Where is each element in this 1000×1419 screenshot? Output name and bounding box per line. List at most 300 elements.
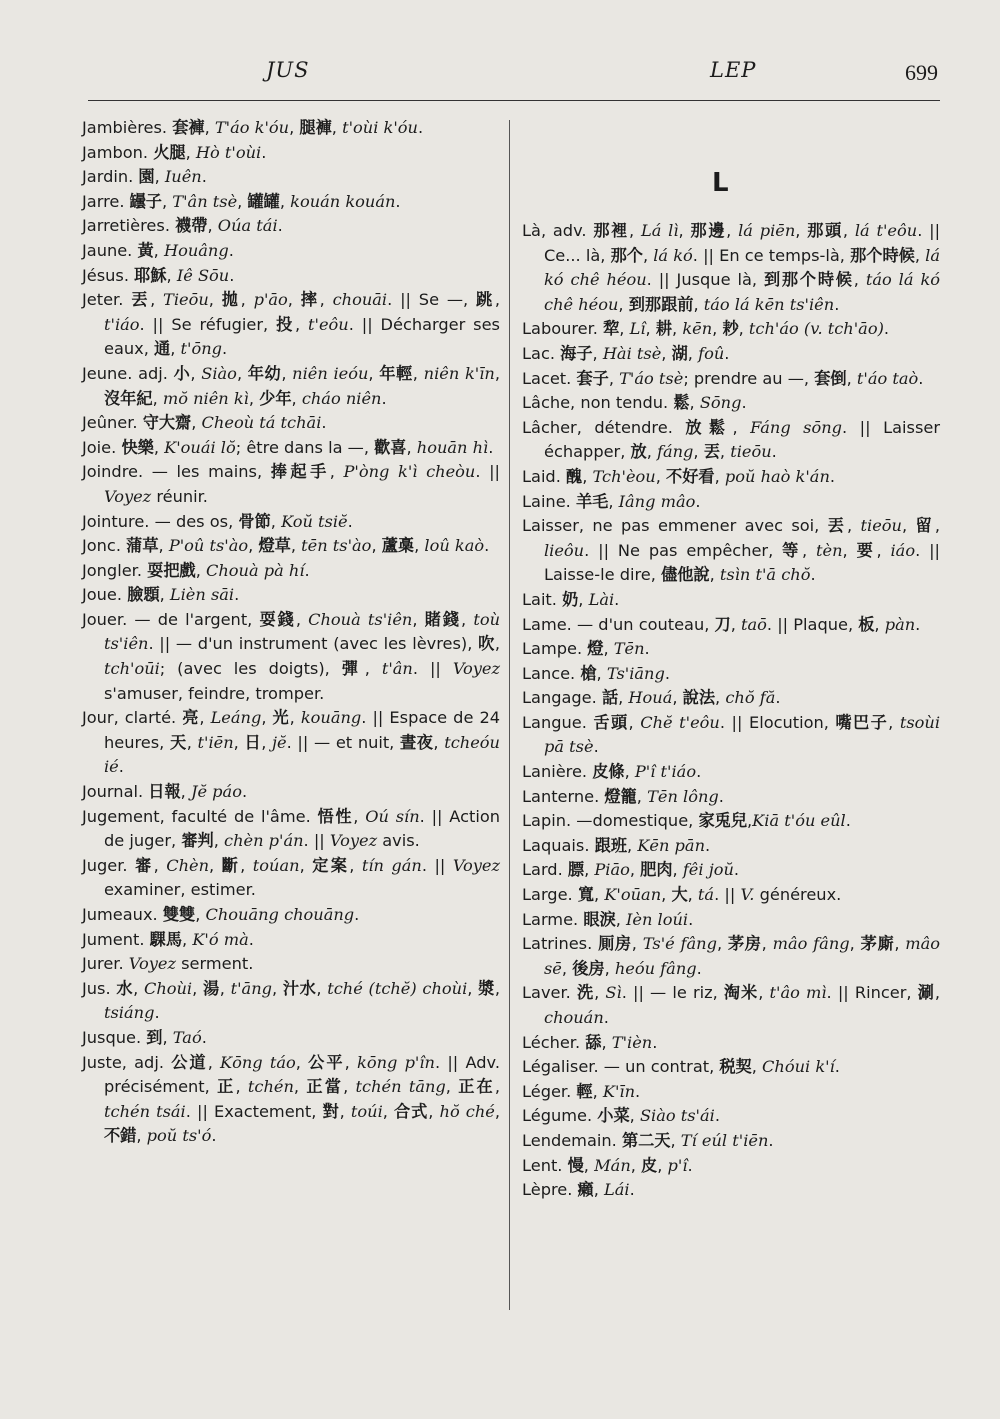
- chinese-characters: 日: [244, 732, 262, 752]
- romanization: táo lá kó chê héou: [544, 270, 940, 314]
- entry-text: s'amuser, feindre, tromper.: [104, 683, 325, 703]
- dictionary-entry: [522, 1129, 940, 1154]
- entry-text: ,: [894, 934, 906, 954]
- romanization: Kiā t'óu eûl: [752, 811, 846, 831]
- entry-headword: Laine.: [522, 491, 571, 511]
- entry-headword: Jour, clarté.: [82, 708, 177, 728]
- entry-text: ,: [294, 314, 309, 334]
- entry-text: .: [733, 860, 740, 880]
- entry-text: ,: [687, 885, 698, 905]
- romanization: Iuên: [164, 167, 202, 187]
- entry-text: .: [261, 142, 267, 162]
- entry-text: ,: [316, 978, 328, 998]
- romanization: tchén tāng: [355, 1077, 446, 1097]
- entry-text: ,: [615, 909, 627, 929]
- entry-text: ,: [207, 1052, 221, 1072]
- entry-text: .: [321, 413, 327, 433]
- entry-text: . || Ce... là,: [544, 221, 941, 265]
- romanization: kouāng: [300, 708, 362, 728]
- romanization: foû: [698, 343, 725, 363]
- entry-text: .: [775, 688, 781, 708]
- chinese-characters: 儘他說: [661, 565, 710, 585]
- chinese-characters: 癩: [577, 1180, 594, 1200]
- entry-text: .: [603, 1008, 609, 1027]
- chinese-characters: 正當: [306, 1077, 344, 1097]
- chinese-characters: 黃: [137, 240, 154, 260]
- romanization: jĕ: [272, 732, 287, 752]
- entry-text: ,: [689, 393, 700, 413]
- entry-text: ,: [289, 118, 300, 137]
- entry-headword: Lanterne.: [522, 786, 600, 806]
- entry-text: ,: [204, 118, 215, 137]
- chinese-characters: 對: [322, 1101, 340, 1121]
- entry-text: . || — et nuit,: [286, 732, 400, 752]
- entry-text: .: [696, 762, 702, 782]
- entry-text: .: [652, 1032, 658, 1052]
- entry-text: ,: [596, 663, 607, 683]
- chinese-characters: 眼淚: [583, 909, 616, 929]
- entry-text: ,: [670, 1130, 681, 1150]
- entry-headword: Lâche, non tendu.: [522, 393, 669, 413]
- entry-text: ,: [190, 363, 202, 383]
- dictionary-entry: [82, 362, 500, 411]
- chinese-characters: 雙雙: [162, 905, 196, 924]
- entry-text: ,: [726, 221, 739, 240]
- page-header: [88, 58, 940, 94]
- chinese-characters: 淘米: [723, 983, 759, 1003]
- romanization: lieôu: [544, 540, 585, 560]
- romanization: t'iáo: [104, 314, 140, 334]
- entry-text: . || Laisser échapper,: [544, 417, 941, 462]
- entry-text: ,: [158, 536, 169, 556]
- entry-text: ,: [182, 929, 193, 949]
- entry-text: .: [644, 639, 650, 659]
- entry-text: .: [635, 1081, 641, 1101]
- romanization: Ts'é fâng: [642, 934, 717, 954]
- romanization: niên ieóu: [292, 363, 369, 383]
- chinese-characters: 到那跟前: [628, 294, 694, 314]
- entry-text: ,: [461, 609, 474, 629]
- entry-headword: Jongler.: [82, 560, 142, 580]
- entry-text: — les mains,: [151, 462, 271, 482]
- chinese-characters: 槍: [580, 663, 597, 683]
- entry-text: ,: [842, 540, 857, 560]
- entry-text: .: [229, 265, 235, 285]
- entry-text: ,: [272, 978, 283, 998]
- entry-text: ,: [687, 343, 699, 363]
- entry-headword: Jugement, faculté de l'âme.: [82, 806, 311, 826]
- entry-text: réunir.: [151, 486, 208, 506]
- dictionary-entry: [522, 219, 940, 317]
- entry-headword: Jambon.: [82, 142, 149, 162]
- romanization: tá: [697, 885, 715, 905]
- entry-text: .: [222, 339, 228, 359]
- romanization: Chóui k'í: [762, 1057, 835, 1077]
- romanization: tsìn t'ā chŏ: [719, 565, 811, 585]
- chinese-characters: 放: [630, 442, 647, 462]
- entry-text: ,: [293, 1077, 307, 1097]
- entry-text: ,: [761, 934, 773, 954]
- entry-headword: Lécher.: [522, 1032, 581, 1052]
- chinese-characters: 湯: [202, 978, 220, 998]
- entry-headword: Lapin.: [522, 811, 572, 831]
- romanization: tín gán: [361, 855, 422, 875]
- entry-text: ,: [186, 732, 198, 752]
- romanization: tchén tsái: [104, 1101, 186, 1121]
- dictionary-entry: [82, 214, 500, 239]
- entry-text: . || — le riz,: [621, 983, 724, 1003]
- entry-headword: Laisser,: [522, 516, 585, 536]
- entry-headword: Jeûner.: [82, 413, 138, 433]
- chinese-characters: 留: [915, 516, 935, 536]
- romanization: Tieōu: [163, 290, 209, 310]
- chinese-characters: 光: [272, 708, 290, 728]
- entry-headword: Là, adv.: [522, 221, 587, 240]
- entry-text: ,: [842, 221, 855, 240]
- romanization: táo lá kēn ts'iên: [703, 294, 835, 314]
- chinese-characters: 鬆: [673, 393, 690, 413]
- entry-text: .: [883, 319, 890, 339]
- entry-text: ,: [494, 634, 500, 654]
- chinese-characters: 彈: [341, 659, 365, 679]
- entry-text: ,: [291, 388, 302, 408]
- dictionary-entry: [82, 264, 500, 289]
- chinese-characters: 水: [116, 978, 134, 998]
- chinese-characters: 燈草: [258, 536, 291, 556]
- entry-text: ,: [642, 245, 654, 265]
- dictionary-entry: [522, 342, 940, 367]
- romanization: tèn: [816, 540, 843, 560]
- entry-headword: Jus.: [82, 978, 111, 998]
- entry-text: — d'un couteau,: [576, 614, 715, 634]
- entry-text: ,: [629, 1106, 640, 1126]
- entry-text: ,: [180, 782, 191, 802]
- entry-text: ,: [672, 319, 683, 339]
- romanization: toù ts'iên: [104, 609, 501, 654]
- entry-text: ; (avec les doigts),: [159, 659, 342, 679]
- entry-text: — un contrat,: [603, 1057, 720, 1077]
- entry-text: ,: [934, 983, 941, 1003]
- chinese-characters: 那頭: [807, 221, 843, 240]
- chinese-characters: 園: [138, 167, 155, 187]
- entry-text: ,: [592, 343, 603, 363]
- chinese-characters: 公道: [171, 1052, 208, 1072]
- entry-headword: Jarretières.: [82, 216, 170, 236]
- entry-text: ,: [371, 536, 382, 556]
- entry-text: . || Elocution,: [719, 712, 836, 732]
- romanization: loû kaò: [424, 536, 485, 556]
- romanization: Cheoù tá tchāi: [201, 413, 322, 433]
- romanization: Tch'èou: [592, 466, 656, 486]
- chinese-characters: 湖: [671, 343, 688, 363]
- romanization: toúan: [252, 855, 300, 875]
- romanization: Mán: [594, 1155, 631, 1175]
- chinese-characters: 快樂: [121, 437, 154, 457]
- entry-text: ,: [747, 811, 753, 831]
- entry-text: ,: [661, 343, 672, 363]
- chinese-characters: 罐罐: [247, 191, 280, 211]
- romanization: mâo sē: [544, 934, 941, 978]
- entry-text: ,: [279, 191, 291, 211]
- entry-text: serment.: [175, 954, 254, 974]
- entry-text: ,: [604, 958, 615, 978]
- romanization: K'ó mà: [192, 929, 249, 949]
- entry-headword: Laver.: [522, 983, 571, 1003]
- chinese-characters: 捧起手: [270, 462, 330, 482]
- dictionary-entry: [522, 1080, 940, 1105]
- entry-headword: Jusque.: [82, 1027, 142, 1047]
- entry-text: ,: [236, 363, 248, 383]
- entry-headword: Lac.: [522, 343, 555, 363]
- entry-headword: Lame.: [522, 614, 572, 634]
- entry-text: .: [834, 1057, 840, 1077]
- chinese-characters: 寬: [577, 885, 595, 905]
- entry-text: ,: [428, 1101, 440, 1121]
- running-head-right: LEP: [710, 58, 757, 82]
- entry-text: ,: [235, 1077, 248, 1097]
- dictionary-entry: [522, 637, 940, 662]
- chinese-characters: 到那个時候: [763, 270, 854, 290]
- entry-text: .: [347, 511, 353, 531]
- chinese-characters: 天: [169, 732, 187, 752]
- entry-text: ,: [645, 319, 656, 339]
- chinese-characters: 臉顋: [127, 585, 160, 605]
- entry-text: .: [664, 663, 670, 683]
- dictionary-entry: [82, 141, 500, 166]
- romanization: T'ân tsè: [172, 191, 238, 211]
- dictionary-entry: [82, 436, 500, 461]
- entry-text: .: [695, 491, 701, 511]
- entry-text: ,: [732, 417, 751, 437]
- dictionary-entry: [82, 116, 500, 141]
- romanization: toúi: [350, 1101, 383, 1121]
- entry-text: .: [705, 835, 711, 855]
- romanization: V.: [740, 885, 755, 905]
- romanization: mŏ niên kì: [162, 388, 249, 408]
- entry-text: .: [845, 811, 851, 831]
- chinese-characters: 年幼: [247, 363, 282, 383]
- romanization: Siào: [201, 363, 237, 383]
- chinese-characters: 吹: [478, 634, 495, 654]
- entry-headword: Latrines.: [522, 934, 593, 954]
- entry-text: ,: [233, 732, 245, 752]
- entry-text: ,: [209, 855, 222, 875]
- entry-text: ,: [261, 732, 272, 752]
- entry-headword: Labourer.: [522, 319, 598, 339]
- entry-text: ,: [693, 294, 704, 314]
- dictionary-entry: [522, 1178, 940, 1203]
- romanization: tēn ts'ào: [301, 536, 372, 556]
- dictionary-entry: [82, 534, 500, 559]
- romanization: Kēn pān: [637, 835, 705, 855]
- romanization: Taó: [172, 1027, 202, 1047]
- entry-headword: Jouer.: [82, 609, 128, 629]
- entry-text: ,: [802, 540, 817, 560]
- romanization: chouāi: [332, 290, 388, 310]
- entry-text: ,: [751, 1057, 763, 1077]
- dictionary-entry: [522, 588, 940, 613]
- entry-text: examiner, estimer.: [104, 880, 256, 900]
- entry-text: ,: [888, 712, 900, 732]
- entry-text: ,: [758, 983, 770, 1003]
- entry-text: ,: [281, 363, 293, 383]
- chinese-characters: 少年: [259, 388, 292, 408]
- entry-text: ,: [709, 565, 720, 585]
- entry-text: .: [354, 905, 360, 924]
- entry-text: . || Espace de 24 heures,: [104, 708, 501, 752]
- romanization: kēn: [682, 319, 713, 339]
- romanization: tché (tchĕ) choùi: [327, 978, 468, 998]
- entry-headword: Jardin.: [82, 167, 134, 187]
- entry-headword: Lâcher, détendre.: [522, 417, 673, 437]
- chinese-characters: 賭錢: [424, 609, 462, 629]
- entry-text: ,: [192, 978, 203, 998]
- entry-text: ,: [578, 589, 589, 609]
- romanization: Oúa tái: [217, 216, 278, 236]
- entry-text: ,: [152, 388, 163, 408]
- entry-text: .: [771, 442, 777, 462]
- chinese-characters: 到: [146, 1027, 163, 1047]
- dictionary-entry: [82, 854, 500, 903]
- chinese-characters: 海子: [560, 343, 593, 363]
- romanization: Hò t'oùi: [195, 142, 262, 162]
- dictionary-entry: [522, 465, 940, 490]
- romanization: Kōng táo: [220, 1052, 296, 1072]
- entry-text: ,: [248, 536, 259, 556]
- chinese-characters: 要: [856, 540, 877, 560]
- romanization: taō: [741, 614, 767, 634]
- romanization: Voyez: [104, 486, 152, 506]
- entry-headword: Lendemain.: [522, 1130, 617, 1150]
- entry-text: ,: [618, 688, 629, 708]
- entry-text: ,: [195, 905, 206, 924]
- chinese-characters: 審判: [181, 831, 214, 851]
- entry-headword: Lance.: [522, 663, 576, 683]
- entry-text: ,: [583, 1155, 595, 1175]
- entry-headword: Larme.: [522, 909, 579, 929]
- romanization: P'oû ts'ào: [168, 536, 249, 556]
- dictionary-entry: [522, 834, 940, 859]
- entry-headword: Jarre.: [82, 191, 125, 211]
- chinese-characters: 奶: [562, 589, 579, 609]
- entry-text: ,: [795, 221, 808, 240]
- entry-text: ,: [261, 708, 273, 728]
- entry-text: ,: [170, 339, 181, 359]
- romanization: tieōu: [730, 442, 772, 462]
- entry-text: .: [718, 786, 724, 806]
- page-number: 699: [905, 60, 938, 85]
- entry-text: .: [829, 466, 836, 486]
- entry-text: ,: [730, 614, 742, 634]
- romanization: Houâng: [163, 240, 229, 260]
- entry-text: . || Action de juger,: [104, 806, 500, 851]
- romanization: hŏ ché: [439, 1101, 495, 1121]
- romanization: T'ièn: [611, 1032, 653, 1052]
- entry-headword: Jésus.: [82, 265, 130, 285]
- entry-text: .: [241, 782, 248, 802]
- entry-text: ,: [199, 708, 211, 728]
- entry-text: ; prendre au —,: [683, 368, 815, 388]
- chinese-characters: 刀: [714, 614, 731, 634]
- chinese-characters: 歡喜: [374, 437, 407, 457]
- chinese-characters: 耕: [655, 319, 673, 339]
- entry-text: ,: [672, 688, 683, 708]
- entry-text: ,: [219, 978, 231, 998]
- romanization: Lièn sāi: [169, 585, 235, 605]
- entry-text: ,: [295, 609, 309, 629]
- entry-text: ,: [561, 958, 573, 978]
- chinese-characters: 套褲: [172, 118, 205, 137]
- romanization: lá piēn: [738, 221, 796, 240]
- entry-text: .: [714, 1106, 720, 1126]
- dictionary-entry: [522, 785, 940, 810]
- chinese-characters: 肥肉: [640, 860, 673, 880]
- chinese-characters: 悟性: [317, 806, 354, 826]
- romanization: chèn p'án: [224, 831, 304, 851]
- romanization: Iâng mâo: [618, 491, 696, 511]
- romanization: P'òng k'ì cheòu: [343, 462, 476, 482]
- entry-text: ,: [901, 516, 916, 536]
- entry-headword: Légaliser.: [522, 1057, 599, 1077]
- entry-text: .: [395, 191, 401, 211]
- dictionary-entry: [82, 583, 500, 608]
- romanization: lá kó chê héou: [544, 245, 940, 290]
- entry-text: ,: [344, 1052, 358, 1072]
- dictionary-entry: [82, 780, 500, 805]
- entry-text: . || — d'un instrument (avec les lèvres),: [148, 634, 479, 654]
- right-column: [522, 219, 940, 1203]
- chinese-characters: 公平: [308, 1052, 345, 1072]
- chinese-characters: 斷: [221, 855, 241, 875]
- entry-text: .: [918, 368, 924, 388]
- chinese-characters: 那邊: [690, 221, 727, 240]
- entry-headword: Laid.: [522, 466, 561, 486]
- romanization: p'āo: [253, 290, 288, 310]
- entry-text: ,: [153, 437, 165, 457]
- entry-text: ,: [412, 363, 424, 383]
- romanization: T'áo k'óu: [214, 118, 290, 137]
- chinese-characters: 通: [154, 339, 171, 359]
- chinese-characters: 襪帶: [175, 216, 208, 236]
- entry-text: ; être dans la —,: [235, 437, 375, 457]
- chinese-characters: 丟: [703, 442, 720, 462]
- dictionary-entry: [522, 883, 940, 908]
- dictionary-entry: [522, 760, 940, 785]
- entry-text: ,: [159, 585, 170, 605]
- dictionary-entry: [522, 1031, 940, 1056]
- entry-text: ,: [240, 855, 253, 875]
- dictionary-entry: [522, 932, 940, 981]
- entry-headword: Jonc.: [82, 536, 121, 556]
- chinese-characters: 腿褲: [299, 118, 332, 137]
- romanization: fáng: [656, 442, 694, 462]
- entry-text: ,: [150, 290, 164, 310]
- chinese-characters: 耖: [722, 319, 739, 339]
- romanization: tieōu: [860, 516, 902, 536]
- romanization: lá t'eôu: [854, 221, 918, 240]
- chinese-characters: 那个: [610, 245, 643, 265]
- dictionary-entry: [522, 367, 940, 392]
- entry-headword: Journal.: [82, 782, 144, 802]
- romanization: t'âo mì: [769, 983, 827, 1003]
- chinese-characters: 羊毛: [575, 491, 609, 511]
- chinese-characters: 骨節: [238, 511, 271, 531]
- romanization: K'oūan: [604, 885, 662, 905]
- entry-text: . ||: [303, 831, 330, 851]
- romanization: iáo: [890, 540, 916, 560]
- entry-text: ,: [631, 934, 643, 954]
- entry-text: .: [629, 1180, 635, 1200]
